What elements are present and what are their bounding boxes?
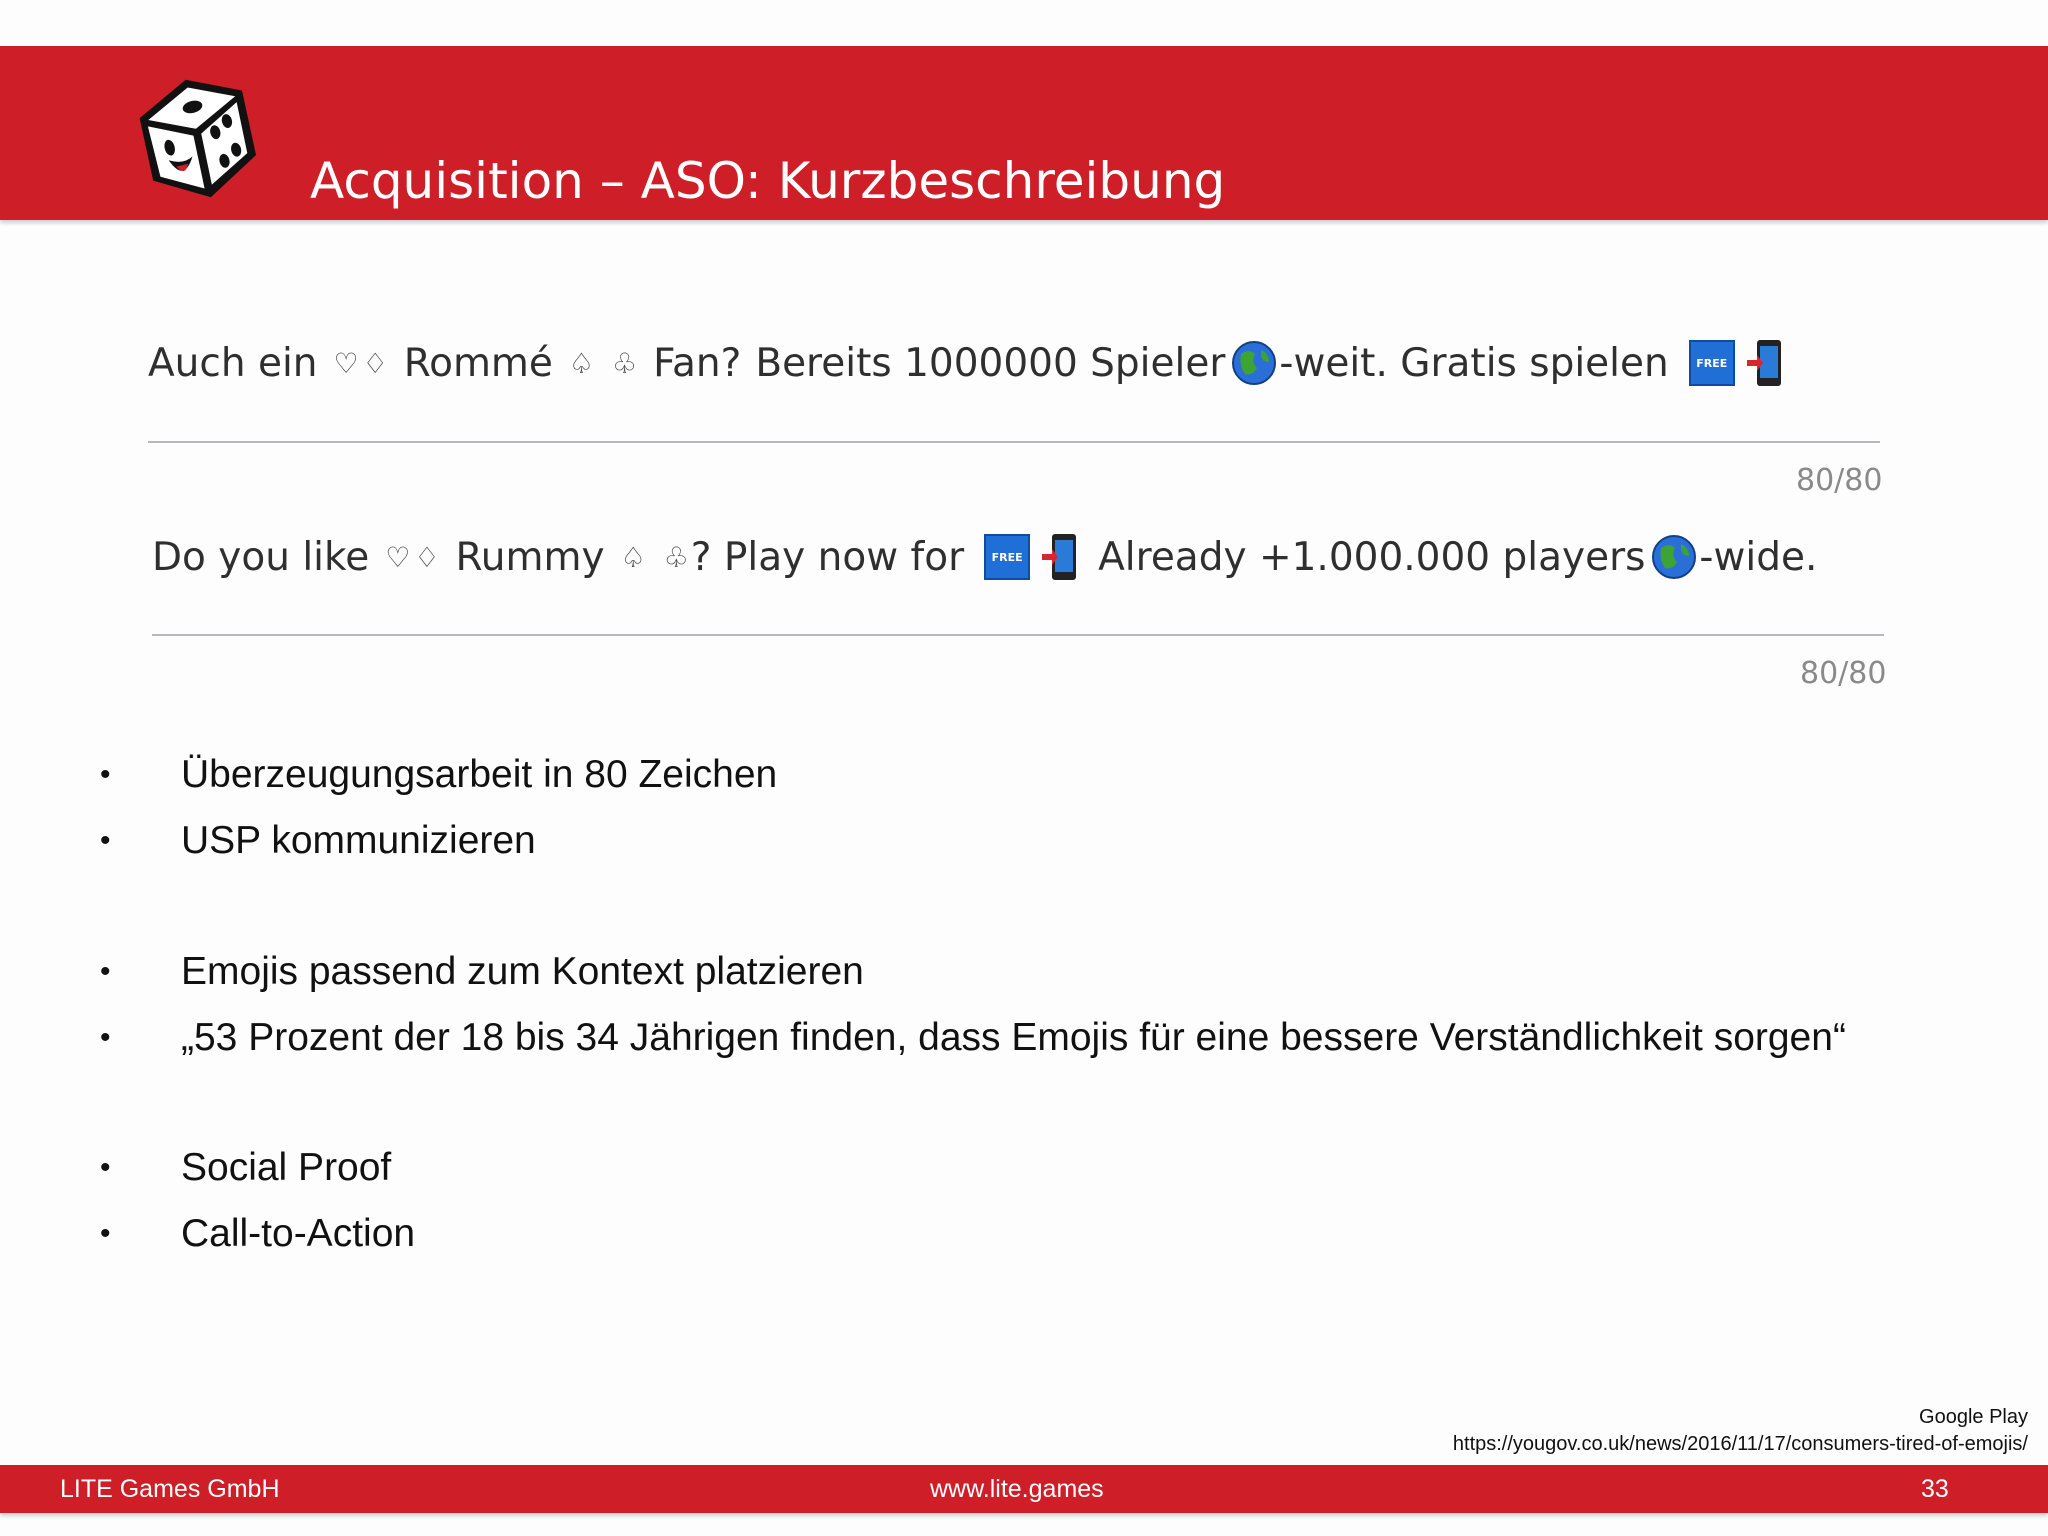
free-icon: FREE bbox=[984, 534, 1030, 580]
bullet-dot: • bbox=[100, 955, 111, 988]
diamond-icon: ♢ bbox=[362, 346, 388, 380]
desc-text: -weit. Gratis spielen bbox=[1279, 340, 1669, 386]
desc-text: Already +1.000.000 players bbox=[1098, 534, 1646, 580]
diamond-icon: ♢ bbox=[414, 540, 440, 574]
source-label: Google Play bbox=[1919, 1406, 2028, 1428]
short-description-en bbox=[152, 532, 1817, 582]
desc-text: Rommé bbox=[403, 340, 553, 386]
bullet-dot: • bbox=[100, 824, 111, 857]
club-icon: ♧ bbox=[663, 540, 689, 574]
heart-icon: ♡ bbox=[333, 346, 359, 380]
page-number: 33 bbox=[1921, 1475, 1949, 1503]
slide-title: Acquisition – ASO: Kurzbeschreibung bbox=[310, 152, 1226, 210]
desc-text: Rummy bbox=[455, 534, 605, 580]
mobile-phone-arrow-icon bbox=[1040, 532, 1080, 582]
globe-icon bbox=[1231, 340, 1277, 386]
dice-logo-icon bbox=[112, 58, 272, 218]
desc-text: Bereits 1000000 Spieler bbox=[755, 340, 1226, 386]
desc-text: Do you like bbox=[152, 534, 370, 580]
input-underline bbox=[152, 634, 1884, 636]
char-counter: 80/80 bbox=[1800, 656, 1887, 691]
club-icon: ♧ bbox=[612, 346, 638, 380]
list-item-text: Call-to-Action bbox=[181, 1212, 416, 1255]
footer-company: LITE Games GmbH bbox=[60, 1475, 280, 1503]
desc-text: Fan? bbox=[653, 340, 742, 386]
mobile-phone-arrow-icon bbox=[1745, 338, 1785, 388]
spade-icon: ♤ bbox=[620, 540, 646, 574]
bullet-dot: • bbox=[100, 1021, 111, 1054]
input-underline bbox=[148, 441, 1880, 443]
footer-bar bbox=[0, 1465, 2048, 1513]
bullet-dot: • bbox=[100, 1217, 111, 1250]
list-item-text: USP kommunizieren bbox=[181, 819, 536, 862]
list-item-text: Überzeugungsarbeit in 80 Zeichen bbox=[181, 753, 778, 796]
source-link[interactable]: https://yougov.co.uk/news/2016/11/17/consumers-tired-of-emojis/ bbox=[1452, 1433, 2028, 1455]
header-bar bbox=[0, 46, 2048, 220]
heart-icon: ♡ bbox=[385, 540, 411, 574]
bullet-dot: • bbox=[100, 1151, 111, 1184]
list-item-text: Social Proof bbox=[181, 1146, 392, 1189]
short-description-de bbox=[148, 338, 1789, 388]
bullet-dot: • bbox=[100, 758, 111, 791]
list-item-text: „53 Prozent der 18 bis 34 Jährigen finden, dass Emojis für eine bessere Verständlichkeit sorgen“ bbox=[181, 1016, 1846, 1059]
free-icon: FREE bbox=[1689, 340, 1735, 386]
desc-text: ? Play now for bbox=[690, 534, 965, 580]
spade-icon: ♤ bbox=[568, 346, 595, 380]
char-counter: 80/80 bbox=[1796, 463, 1883, 498]
desc-text: Auch ein bbox=[148, 340, 318, 386]
globe-icon bbox=[1651, 534, 1697, 580]
desc-text: -wide. bbox=[1699, 534, 1818, 580]
footer-website[interactable]: www.lite.games bbox=[930, 1475, 1104, 1503]
list-item-text: Emojis passend zum Kontext platzieren bbox=[181, 950, 864, 993]
